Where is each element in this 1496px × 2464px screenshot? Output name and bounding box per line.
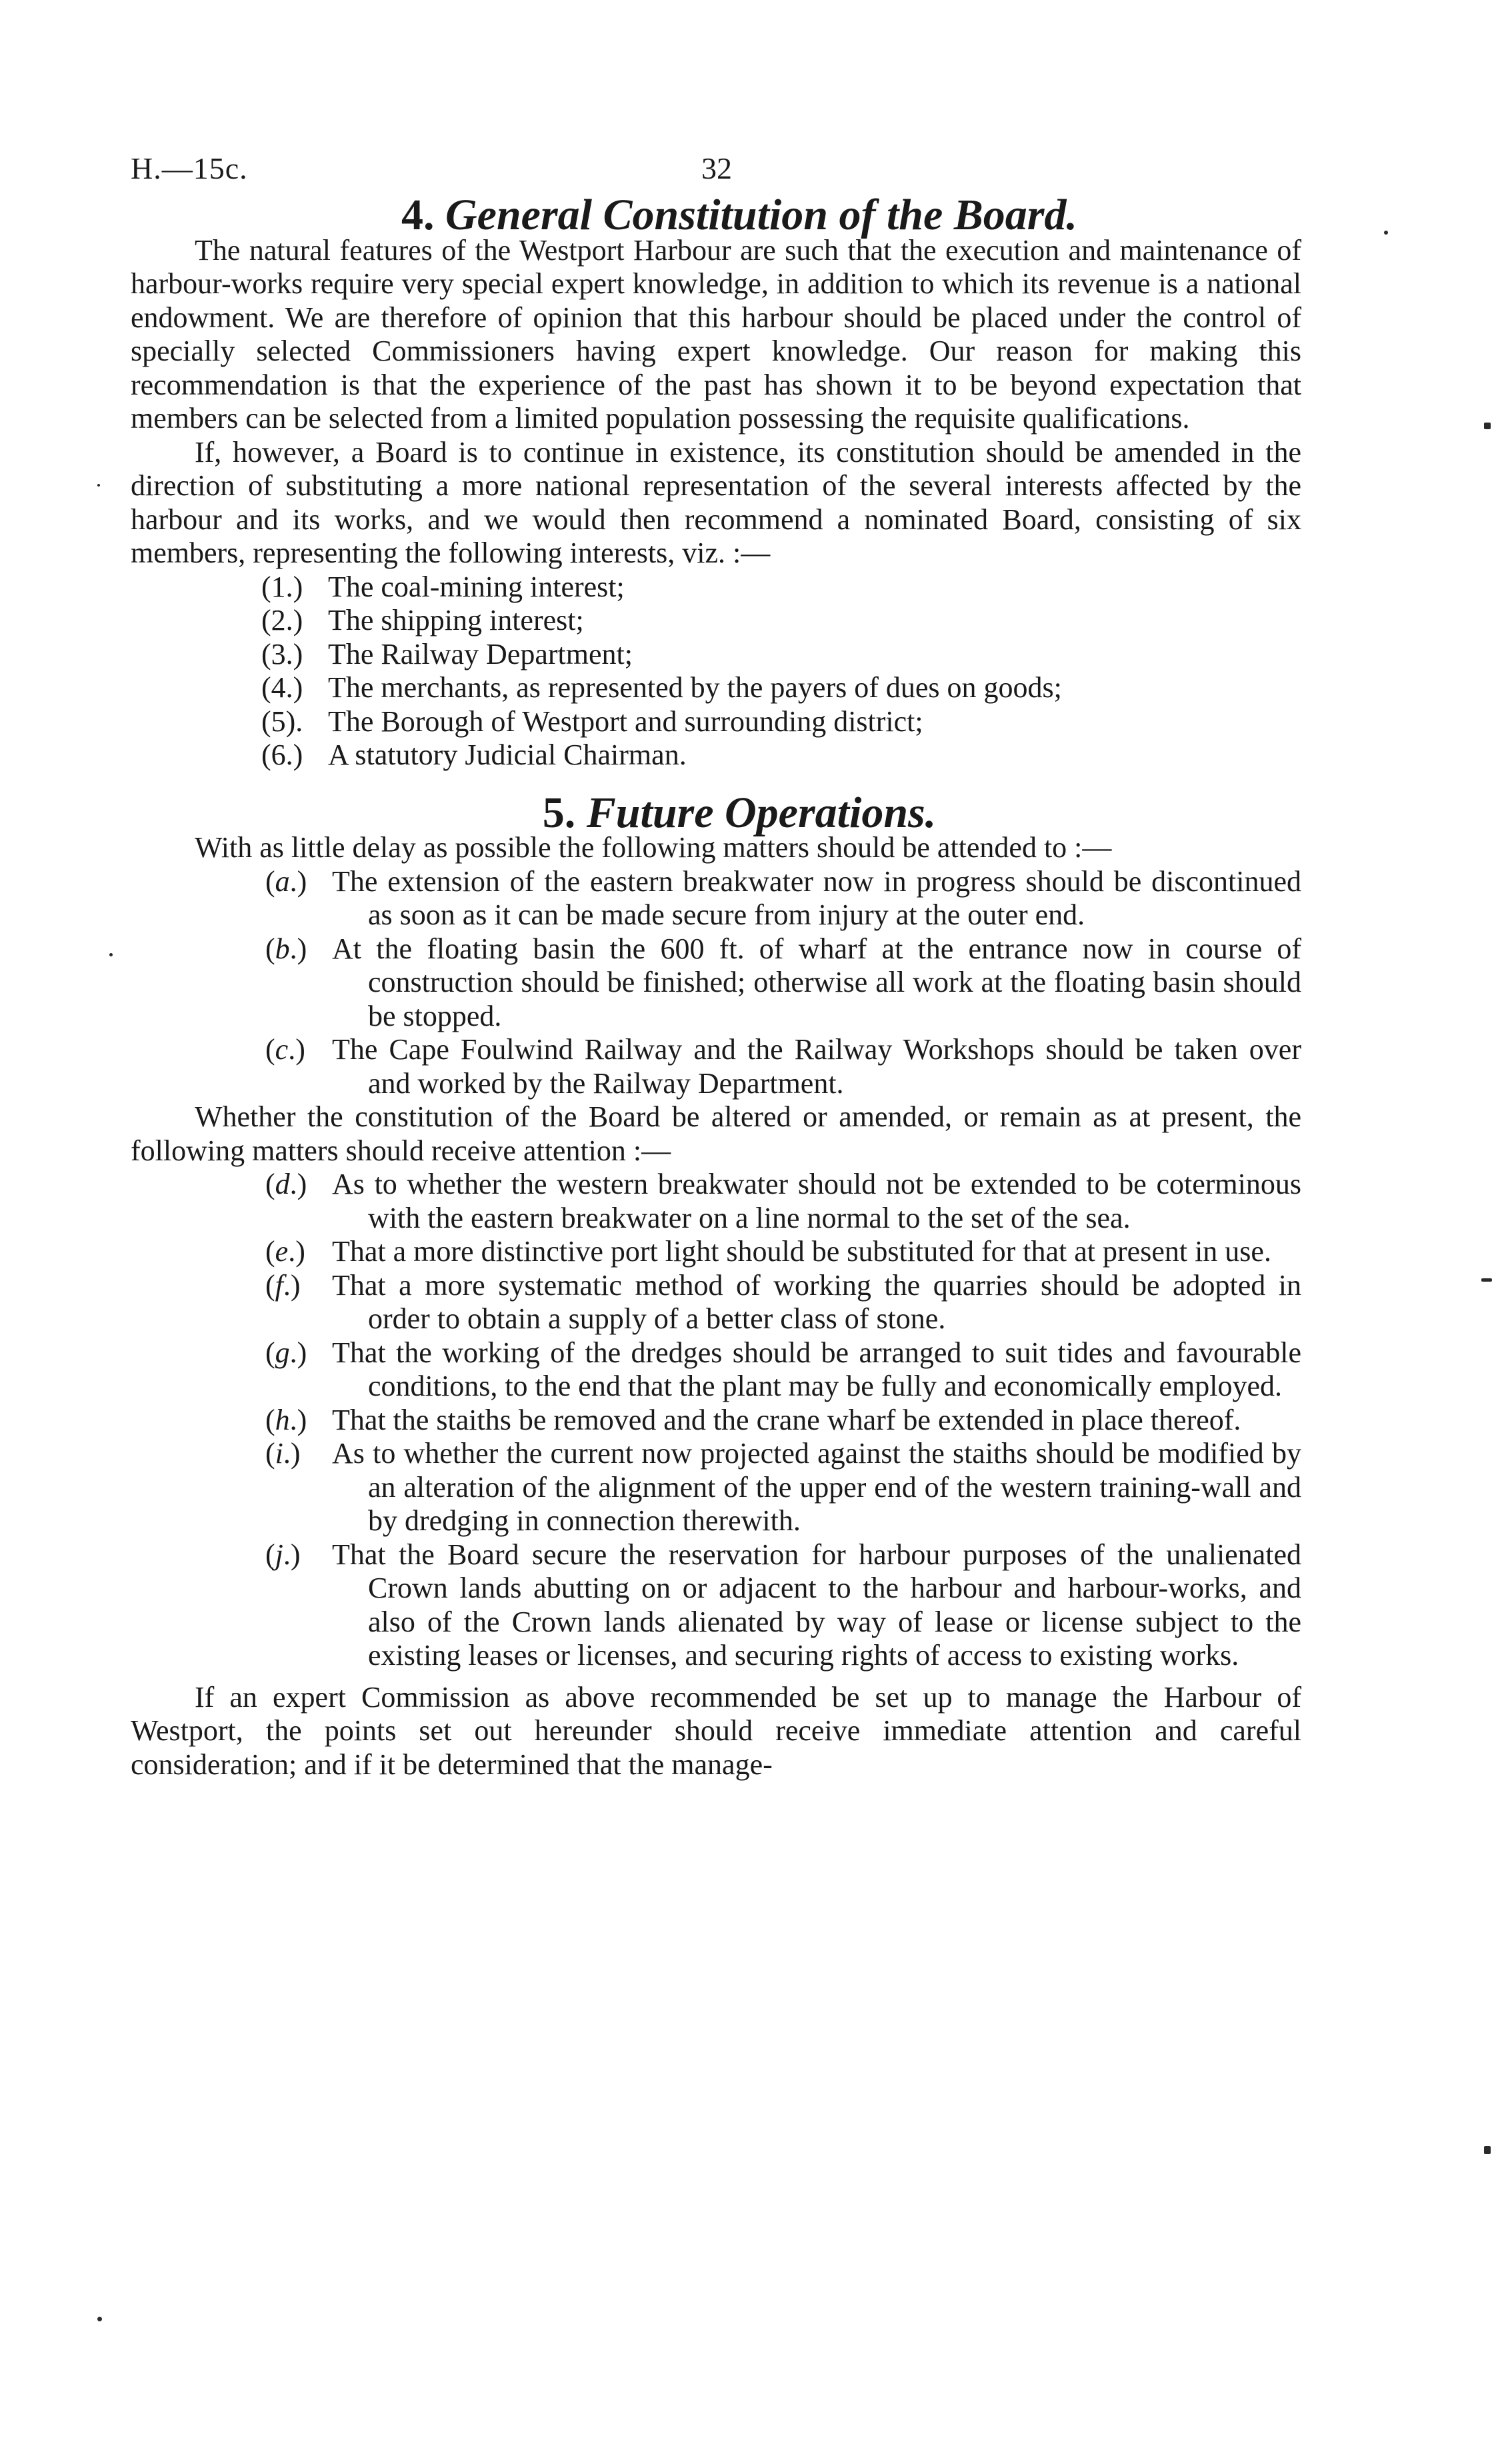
list-item bbox=[261, 738, 1301, 772]
list-item bbox=[265, 932, 1301, 1034]
section-4-title: General Constitution of the Board. bbox=[445, 191, 1077, 239]
list-item-text: The Railway Department; bbox=[328, 637, 633, 670]
document-page bbox=[131, 152, 1301, 1782]
item-label: (j.) bbox=[265, 1538, 301, 1571]
list-item-number: (5). bbox=[261, 704, 303, 738]
list-item bbox=[265, 1168, 1301, 1235]
list-item-text: The Borough of Westport and surrounding district; bbox=[328, 704, 923, 738]
list-item-text: The merchants, as represented by the payers of dues on goods; bbox=[328, 671, 1062, 704]
list-item bbox=[265, 1437, 1301, 1538]
interests-list bbox=[131, 571, 1301, 772]
item-label: (a.) bbox=[265, 864, 307, 898]
section-5-title: Future Operations. bbox=[586, 788, 937, 837]
item-text: At the floating basin the 600 ft. of wharf at the entrance now in course of construction should be finished; otherwise all work at the floating basin should be stopped. bbox=[332, 932, 1301, 1032]
list-item bbox=[261, 705, 1301, 739]
item-label: (e.) bbox=[265, 1235, 305, 1268]
list-item-number: (1.) bbox=[261, 570, 303, 603]
item-label: (c.) bbox=[265, 1033, 305, 1066]
list-item-number: (6.) bbox=[261, 738, 303, 771]
list-item bbox=[265, 1404, 1301, 1438]
section-5-intro: With as little delay as possible the following matters should be attended to :— bbox=[195, 831, 1112, 864]
item-label: (i.) bbox=[265, 1437, 301, 1470]
list-item bbox=[265, 865, 1301, 932]
list-item-number: (3.) bbox=[261, 637, 303, 670]
list-item bbox=[261, 671, 1301, 705]
list-item bbox=[261, 571, 1301, 605]
scan-speck bbox=[1384, 231, 1388, 235]
list-item bbox=[265, 1336, 1301, 1404]
item-label: (h.) bbox=[265, 1403, 307, 1436]
scan-speck bbox=[1484, 2146, 1491, 2154]
item-text: That a more distinctive port light should be substituted for that at present in use. bbox=[332, 1235, 1271, 1268]
list-item bbox=[265, 1538, 1301, 1673]
scan-speck bbox=[109, 953, 113, 956]
list-item-number: (4.) bbox=[261, 671, 303, 704]
section-5-intro-2: Whether the constitution of the Board be altered or amended, or remain as at present, the following matters should receive attention :— bbox=[131, 1100, 1301, 1167]
section-5-heading bbox=[131, 788, 1301, 837]
list-item-number: (2.) bbox=[261, 604, 303, 636]
item-text: As to whether the current now projected against the staiths should be modified by an alteration of the alignment of the upper end of the western training-wall and by dredging in connection therewith. bbox=[332, 1437, 1301, 1537]
list-item bbox=[265, 1033, 1301, 1100]
scan-speck bbox=[1481, 1278, 1492, 1282]
section-5-number: 5. bbox=[542, 788, 576, 837]
item-text: The extension of the eastern breakwater now in progress should be discontinued as soon as it can be made secure from injury at the outer end. bbox=[332, 864, 1301, 931]
item-text: That a more systematic method of working the quarries should be adopted in order to obtain a supply of a better class of stone. bbox=[332, 1268, 1301, 1335]
item-text: That the working of the dredges should be arranged to suit tides and favourable conditions, to the end that the plant may be fully and economically employed. bbox=[332, 1336, 1301, 1402]
matters-list-d-j bbox=[131, 1168, 1301, 1673]
list-item bbox=[265, 1269, 1301, 1336]
item-label: (g.) bbox=[265, 1336, 307, 1369]
scan-speck bbox=[97, 2317, 102, 2321]
item-text: As to whether the western breakwater should not be extended to be coterminous with the eastern breakwater on a line normal to the set of the sea. bbox=[332, 1168, 1301, 1234]
document-reference: H.—15c. bbox=[131, 151, 248, 185]
list-item bbox=[261, 604, 1301, 638]
closing-paragraph: If an expert Commission as above recommended be set up to manage the Harbour of Westport, the points set out hereunder should receive immediate attention and careful consideration; and if it be determined that the manage- bbox=[131, 1680, 1301, 1781]
section-4-paragraph-2: If, however, a Board is to continue in existence, its constitution should be amended in the direction of substituting a more national representation of the several interests affected by the harbour and its works, and we would then recommend a nominated Board, consisting of six members, representing the following interests, viz. :— bbox=[131, 435, 1301, 569]
section-4-heading bbox=[131, 191, 1301, 239]
section-4-paragraph-1: The natural features of the Westport Harbour are such that the execution and maintenance of harbour-works require very special expert knowledge, in addition to which its revenue is a national endowment. We are therefore of opinion that this harbour should be placed under the control of specially selected Commissioners having expert knowledge. Our reason for making this recommendation is that the experience of the past has shown it to be beyond expectation that members can be selected from a limited population possessing the requisite qualifications. bbox=[131, 233, 1301, 435]
item-label: (b.) bbox=[265, 932, 307, 965]
page-number: 32 bbox=[701, 151, 732, 185]
list-item bbox=[261, 638, 1301, 672]
list-item bbox=[265, 1235, 1301, 1269]
item-text: The Cape Foulwind Railway and the Railway Workshops should be taken over and worked by the Railway Department. bbox=[332, 1033, 1301, 1100]
item-text: That the Board secure the reservation for harbour purposes of the unalienated Crown lands abutting on or adjacent to the harbour and harbour-works, and also of the Crown lands alienated by way of lease or license subject to the existing leases or licenses, and securing rights of access to existing works. bbox=[332, 1538, 1301, 1672]
scan-speck bbox=[97, 484, 100, 487]
page-header bbox=[131, 152, 1301, 199]
item-text: That the staiths be removed and the crane wharf be extended in place thereof. bbox=[332, 1403, 1241, 1436]
matters-list-a-c bbox=[131, 865, 1301, 1101]
list-item-text: The coal-mining interest; bbox=[328, 570, 625, 603]
list-item-text: The shipping interest; bbox=[328, 604, 584, 636]
list-item-text: A statutory Judicial Chairman. bbox=[328, 738, 687, 771]
item-label: (d.) bbox=[265, 1168, 307, 1200]
scan-speck bbox=[1484, 423, 1491, 429]
section-4-number: 4. bbox=[401, 191, 435, 239]
item-label: (f.) bbox=[265, 1268, 301, 1302]
